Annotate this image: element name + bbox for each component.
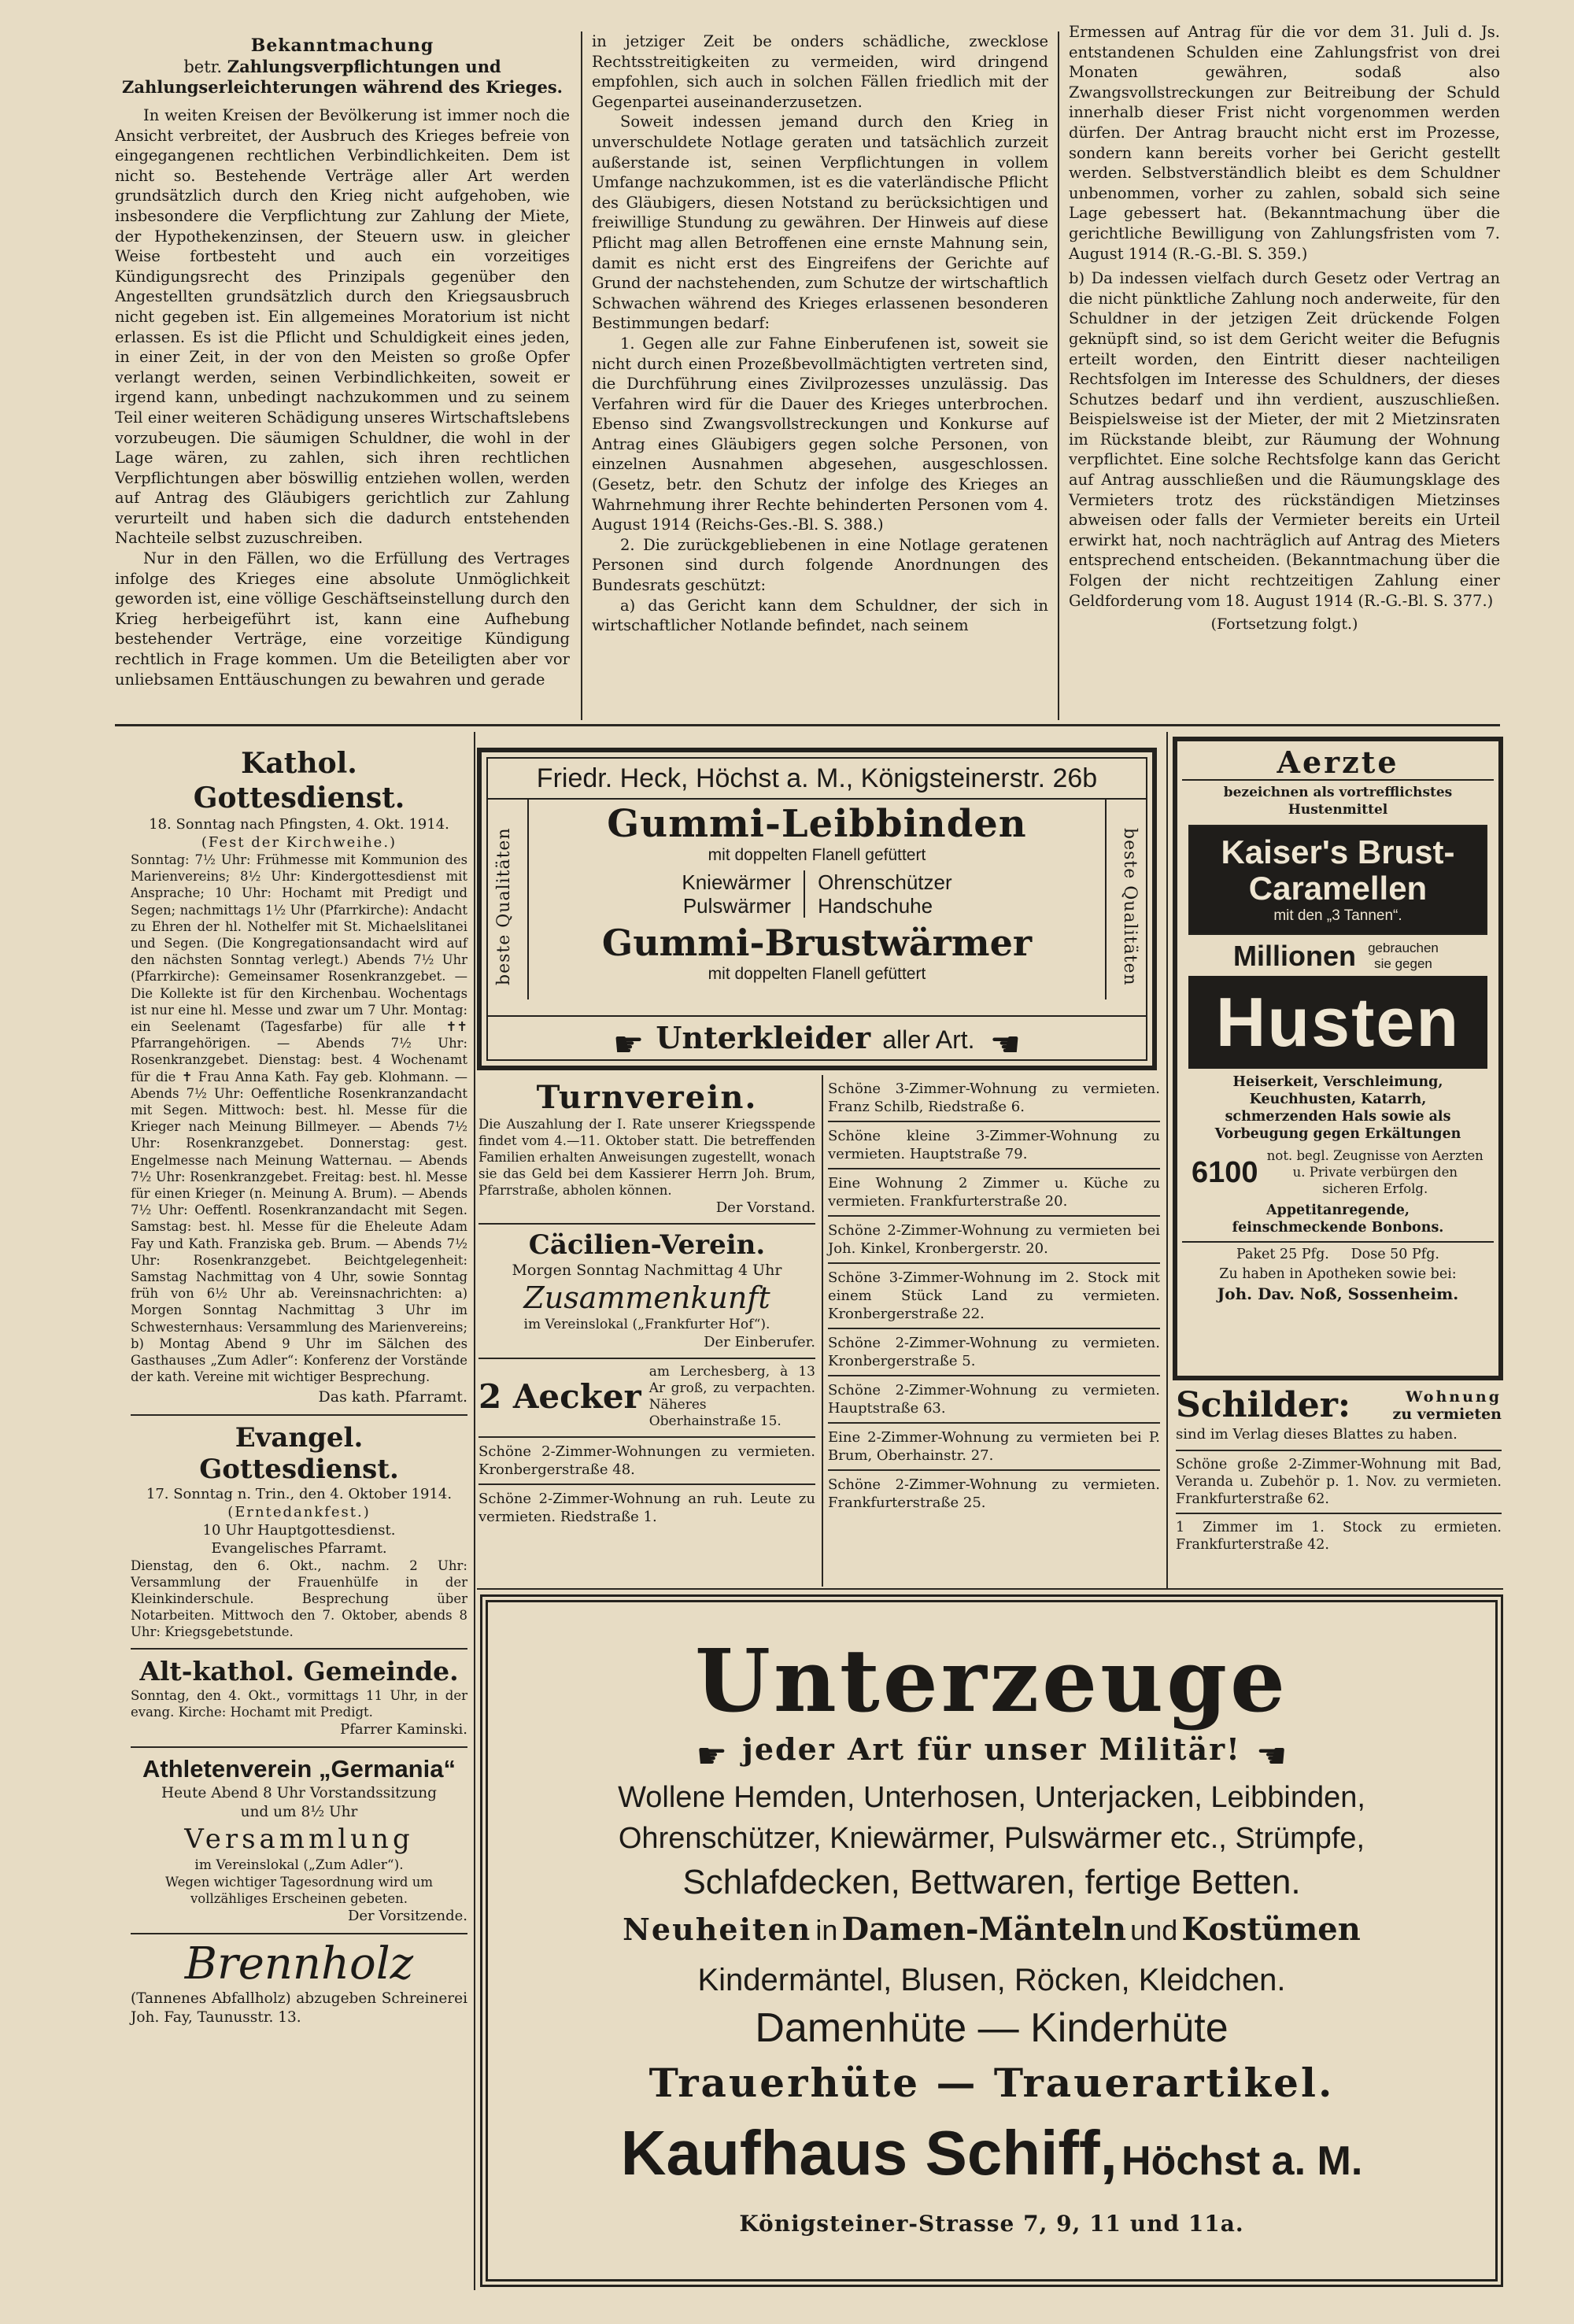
schiff-line5: Kindermäntel, Blusen, Röcken, Kleidchen. <box>697 1963 1286 1997</box>
section-divider <box>131 1933 467 1934</box>
notice-paragraph: Ermessen auf Antrag für die vor dem 31. Juli d. Js. entstandenen Schulden eine Zahlungsfrist von drei Monaten gewähren, sodaß also Zwangsvollstreckungen zur Beitreibung der Schuld innerhalb dieser Frist nicht vorgenommen werden dürfen. Der Antrag braucht nicht erst im Prozesse, sondern kann bereits vorher bei Gericht gestellt werden. Selbstverständlich bleibt es dem Schuldner unbenommen, vorher zu zahlen, sobald sich seine Lage gebessert hat. (Bekanntmachung über die gerichtliche Bewilligung von Zahlungsfristen vom 7. August 1914 (R.-G.-Bl. S. 359.) <box>1069 23 1500 263</box>
heck-title2: Gummi-Brustwärmer <box>601 922 1033 964</box>
notice-paragraph: b) Da indessen vielfach durch Gesetz oder Vertrag an die nicht pünktliche Zahlung noch anderweite, für den Schuldner in der jetzigen Zeit drückende Folgen geknüpft sind, so ist dem Gericht weiter die Befugnis erteilt worden, den Eintritt dieser nachteiligen Rechtsfolgen im Interesse des Schuldners, der dieses Schutzes bedarf und ihn verdient, auszuschließen. Beispielsweise ist der Mieter, der mit 2 Mietzinsraten im Rückstande bleibt, zur Räumung der Wohnung verpflichtet. Eine solche Rechtsfolge kann das Gericht auf Antrag ausschließen und die Räumungsklage des Vermieters trotz des rückständigen Mietzinses abweisen oder falls der Vermieter bereits ein Urteil erwirkt hat, noch nachträglich auf Antrag des Mieters entsprechend entscheiden. (Bekanntmachung über die Folgen der nicht rechtzeitigen Zahlung einer Geldforderung vom 18. August 1914 (R.-G.-Bl. S. 377.) <box>1069 269 1500 610</box>
schiff-line7: Trauerhüte — Trauerartikel. <box>648 2060 1335 2106</box>
schiff-firm-row <box>504 2115 1480 2208</box>
aecker-big: 2 Aecker <box>478 1377 641 1416</box>
section-divider <box>131 1648 467 1650</box>
right-lower <box>1176 1385 1502 1582</box>
athleten-big: Versammlung <box>184 1823 414 1855</box>
caec-line2: im Vereinslokal („Frankfurter Hof“). <box>523 1317 770 1332</box>
section-divider <box>1176 1450 1502 1451</box>
heck-item: Handschuhe <box>818 894 933 918</box>
aerzte-where: Zu haben in Apotheken sowie bei: <box>1219 1266 1457 1282</box>
small-ad: Eine Wohnung 2 Zimmer u. Küche zu vermieten. Frankfurterstraße 20. <box>828 1174 1160 1217</box>
kath-date: 18. Sonntag nach Pfingsten, 4. Okt. 1914. <box>149 816 449 833</box>
heck-ad-inner <box>486 757 1147 1065</box>
aerzte-title: Aerzte <box>1182 746 1494 781</box>
altkath-text: Sonntag, den 4. Okt., vormittags 11 Uhr, in der evang. Kirche: Hochamt mit Predigt. <box>131 1687 467 1720</box>
small-ad: Schöne 3-Zimmer-Wohnung zu vermieten. Franz Schilb, Riedstraße 6. <box>828 1080 1160 1122</box>
schiff-neu-row <box>504 1906 1480 1960</box>
aerzte-num-side: not. begl. Zeugnisse von Aerzten u. Private verbürgen den sicheren Erfolg. <box>1266 1148 1483 1196</box>
turn-section <box>478 1080 815 1217</box>
pointing-hand-icon: ☚ <box>989 1024 1022 1065</box>
pointing-hand-icon: ☛ <box>612 1024 645 1065</box>
kath-text: Sonntag: 7½ Uhr: Frühmesse mit Kommunion des Marienvereins; 8½ Uhr: Kindergottesdienst mit Ansprache; 10 Uhr: Hochamt mit Predigt und Segen; nachmittags 1½ Uhr (Pfarrkirche): Andacht zu Ehren der hl. Nothelfer mit St. Michaelslitanei und Segen. (Die Kongregationsandacht wird auf den nächsten Sonntag verlegt.) Abends 7½ Uhr (Pfarrkirche): Gemeinsamer Rosenkranzgebet. — Die Kollekte ist für den Kirchenbau. Wochentags ist nur eine hl. Messe und zwar um 7 Uhr. Montag: ein Seelenamt (Tagesfarbe) für alle ✝✝ Pfarrangehörigen. — Abends 7½ Uhr: Rosenkranzgebet. Dienstag: best. 4 Wochenamt für die ✝ Frau Anna Kath. Fay geb. Klohmann. — Abends 7½ Uhr: Oeffentliche Rosenkranzandacht mit Segen. Mittwoch: best. hl. Messe für die Krieger nach Meinung Billmeyer. — Abends 7½ Uhr: Rosenkranzgebet. Donnerstag: gest. Engelmesse nach Meinung Watternau. — Abends 7½ Uhr: Rosenkranzgebet. Freitag: best. hl. Messe für einen Krieger (n. Meinung A. Brum). — Abends 7½ Uhr: Oeffentl. Rosenkranzandacht mit Segen. Samstag: best. hl. Messe für die Eheleute Adam Fay und Kath. Franziska geb. Brum. — Abends 7½ Uhr: Rosenkranzgebet. Beichtgelegenheit: Samstag Nachmittag von 4 Uhr, sowie Sonntag früh von 6½ Uhr ab. Vereinsnachrichten: a) Morgen Sonntag Nachmittag 3 Uhr im Schwesternhaus: Versammlung des Marienvereins; b) Montag Abend 9 Uhr im Sälchen des Gasthauses „Zum Adler“: Konferenz der Vorstände der kath. Vereine mit wichtiger Besprechung. <box>131 852 467 1385</box>
evang-text: Dienstag, den 6. Okt., nachm. 2 Uhr: Versammlung der Frauenhülfe in der Kleinkinderschule. Besprechung über Notarbeiten. Mittwoch den 7. Oktober, abends 8 Uhr: Kriegsgebetstunde. <box>131 1557 467 1639</box>
caec-sign: Der Einberufer. <box>704 1334 815 1350</box>
aecker-section <box>478 1364 815 1430</box>
small-ad: Schöne große 2-Zimmer-Wohnung mit Bad, Veranda u. Zubehör p. 1. Nov. zu vermieten. Frankfurterstraße 62. <box>1176 1457 1502 1507</box>
notice-col3 <box>1069 22 1500 722</box>
caec-section <box>478 1229 815 1351</box>
heck-side-left: beste Qualitäten <box>494 827 514 986</box>
notice-paragraph: Nur in den Fällen, wo die Erfüllung des Vertrages infolge des Krieges eine absolute Unmöglichkeit geworden ist, eine völlige Geschäftseinstellung durch den Krieg herbeigeführt ist, kann eine Aufhebung bestehender Verträge, eine vorzeitige Kündigung rechtlich in Frage kommen. Um die Beteiligten aber vor unliebsamen Enttäuschungen zu bewahren und gerade <box>115 549 570 689</box>
column-divider <box>581 31 582 720</box>
aerzte-prices: Paket 25 Pfg. Dose 50 Pfg. <box>1182 1241 1494 1265</box>
small-ad: Schöne 2-Zimmer-Wohnung an ruh. Leute zu vermieten. Riedstraße 1. <box>478 1491 815 1525</box>
schilder-side1: Wohnung <box>1405 1388 1502 1406</box>
column-divider <box>1166 732 1168 1590</box>
section-divider <box>478 1436 815 1438</box>
schiff-line2: Ohrenschützer, Kniewärmer, Pulswärmer etc., Strümpfe, <box>618 1822 1365 1855</box>
left-column <box>131 746 467 2289</box>
schiff-title: Unterzeuge <box>695 1630 1288 1731</box>
athleten-title: Athletenverein „Germania“ <box>142 1754 456 1783</box>
heck-bottom-bold: Unterkleider <box>656 1020 871 1055</box>
heck-left-rule <box>527 800 529 999</box>
heck-side-right: beste Qualitäten <box>1120 827 1140 986</box>
caec-title: Cäcilien-Verein. <box>528 1229 766 1261</box>
small-ad: 1 Zimmer im 1. Stock zu ermieten. Frankfurterstraße 42. <box>1176 1520 1502 1553</box>
caec-line1: Morgen Sonntag Nachmittag 4 Uhr <box>512 1262 782 1279</box>
athleten-sign: Der Vorsitzende. <box>347 1907 467 1924</box>
heck-item: Kniewärmer <box>682 870 792 894</box>
mid-right-column <box>828 1080 1160 1591</box>
schiff-sub: jeder Art für unser Militär! <box>742 1731 1241 1767</box>
schiff-place: Höchst a. M. <box>1121 2138 1363 2184</box>
aerzte-millions: Millionen <box>1233 940 1356 972</box>
schiff-kost: Kostümen <box>1181 1911 1361 1948</box>
aerzte-brand1: Kaiser's Brust- <box>1221 833 1455 870</box>
brennholz-text: (Tannenes Abfallholz) abzugeben Schreinerei Joh. Fay, Taunusstr. 13. <box>131 1990 467 2026</box>
notice-subject <box>115 57 570 98</box>
schiff-neu: Neuheiten <box>623 1912 812 1947</box>
evang-office: Evangelisches Pfarramt. <box>211 1539 387 1557</box>
mid-left-column <box>478 1080 815 1591</box>
heck-bottom-rest: aller Art. <box>882 1025 975 1054</box>
notice-paragraph: In weiten Kreisen der Bevölkerung ist immer noch die Ansicht verbreitet, der Ausbruch des Krieges befreie von eingegangenen rechtlichen Verbindlichkeiten. Dem ist nicht so. Bestehende Verträge aller Art werden grundsätzlich durch den Krieg nicht aufgehoben, wie insbesondere die Verpflichtung zur Zahlung der Miete, der Hypothekenzinsen, der Steuern usw. in gleicher Weise fortbesteht und auch ein vorzeitiges Kündigungsrecht des Prinzipals gegenüber den Angestellten grundsätzlich durch den Kriegsausbruch nicht gegeben ist. Ein allgemeines Moratorium ist nicht erlassen. Es ist die Pflicht und Schuldigkeit eines jeden, in einer Zeit, in der von den Meisten so große Opfer verlangt werden, seinen Verbindlichkeiten, soweit er irgend kann, unbedingt nachzukommen und zu seinem Teil einer weiteren Schädigung unseres Wirtschaftslebens vorzubeugen. Die säumigen Schuldner, die wohl in der Lage wären, zu zahlen, sich ihren rechtlichen Verpflichtungen aber böswillig entziehen wollen, werden auf Antrag des Gläubigers gerichtlich zur Zahlung verurteilt und haben sich die dadurch entstehenden Nachteile selbst zuzuschreiben. <box>115 106 570 548</box>
evang-feast: (Erntedankfest.) <box>227 1503 371 1520</box>
turn-title: Turnverein. <box>536 1079 758 1116</box>
small-ad: Schöne kleine 3-Zimmer-Wohnung zu vermieten. Hauptstraße 79. <box>828 1127 1160 1169</box>
brennholz-section <box>131 1939 467 2027</box>
schiff-sub-row <box>504 1728 1480 1777</box>
column-divider <box>1058 31 1059 720</box>
schiff-firm: Kaufhaus Schiff, <box>620 2118 1118 2188</box>
notice-continued: (Fortsetzung folgt.) <box>1210 615 1358 634</box>
section-divider <box>131 1414 467 1416</box>
kath-section <box>131 746 467 1406</box>
heck-header: Friedr. Heck, Höchst a. M., Königsteinerstr. 26b <box>488 759 1146 800</box>
aerzte-brand3: mit den „3 Tannen“. <box>1273 907 1402 924</box>
brennholz-title: Brennholz <box>184 1938 414 1990</box>
athleten-line4: Wegen wichtiger Tagesordnung wird um vollzähliges Erscheinen gebeten. <box>164 1874 433 1906</box>
small-ad: Schöne 2-Zimmer-Wohnung zu vermieten. Kronbergerstraße 5. <box>828 1334 1160 1376</box>
athleten-section <box>131 1754 467 1925</box>
athleten-line3: im Vereinslokal („Zum Adler“). <box>194 1857 404 1873</box>
column-divider <box>822 1075 823 1587</box>
schiff-line3: Schlafdecken, Bettwaren, fertige Betten. <box>682 1863 1301 1901</box>
aerzte-symptoms: Heiserkeit, Verschleimung, Keuchhusten, Katarrh, schmerzenden Hals sowie als Vorbeugung gegen Erkältungen <box>1214 1074 1461 1142</box>
schilder-big: Schilder: <box>1176 1385 1351 1425</box>
schiff-und: und <box>1130 1914 1178 1946</box>
aerzte-millions-row <box>1188 940 1487 973</box>
aerzte-husten: Husten <box>1188 976 1487 1069</box>
notice-subject-text: Zahlungsverpflichtungen und Zahlungserleichterungen während des Krieges. <box>122 57 563 97</box>
aerzte-num-row <box>1192 1147 1484 1197</box>
notice-col1 <box>115 35 570 719</box>
notice-paragraph: Soweit indessen jemand durch den Krieg in unverschuldete Notlage geraten und tatsächlich zurzeit außerstande ist, seinen Verpflichtungen in vollem Umfange nachzukommen, ist es die vaterländische Pflicht des Gläubigers, diesen Notstand zu berücksichtigen und freiwillige Stundung zu gewähren. Der Hinweis auf diese Pflicht mag allen Betroffenen eine ernste Mahnung sein, damit es nicht erst des Eingreifens der Gerichte auf Grund der nachstehenden, zum Schutze der wirtschaftlich Schwachen während des Krieges erlassenen besonderen Bestimmungen bedarf: <box>592 113 1048 333</box>
small-ad: Schöne 2-Zimmer-Wohnungen zu vermieten. Kronbergerstraße 48. <box>478 1443 815 1478</box>
small-ad: Schöne 3-Zimmer-Wohnung im 2. Stock mit einem Stück Land zu vermieten. Kronbergerstraße 22. <box>828 1269 1160 1329</box>
notice-paragraph: in jetziger Zeit be onders schädliche, zwecklose Rechtsstreitigkeiten zu vermeiden, wird dringend empfohlen, sich auch in solchen Fällen friedlich mit der Gegenpartei auseinanderzusetzen. <box>592 32 1048 111</box>
heck-item: Ohrenschützer <box>818 870 952 894</box>
section-divider <box>115 724 1500 726</box>
heck-item: Pulswärmer <box>682 894 792 918</box>
athleten-line1: Heute Abend 8 Uhr Vorstandssitzung <box>161 1784 438 1801</box>
small-ad: Schöne 2-Zimmer-Wohnung zu vermieten bei Joh. Kinkel, Kronbergerstr. 20. <box>828 1221 1160 1264</box>
schiff-addr: Königsteiner-Strasse 7, 9, 11 und 11a. <box>739 2211 1244 2237</box>
kath-sign: Das kath. Pfarramt. <box>318 1387 467 1406</box>
pointing-hand-icon: ☚ <box>1255 1735 1288 1776</box>
section-divider <box>131 1746 467 1748</box>
kath-title: Kathol. Gottesdienst. <box>193 747 405 815</box>
small-ad: Eine 2-Zimmer-Wohnung zu vermieten bei P. Brum, Oberhainstr. 27. <box>828 1428 1160 1471</box>
aerzte-sub: bezeichnen als vortrefflichstes Hustenmittel <box>1223 785 1453 818</box>
athleten-line2: und um 8½ Uhr <box>240 1803 358 1820</box>
schilder-row <box>1176 1385 1502 1426</box>
notice-col2 <box>592 31 1048 720</box>
heck-sub2: mit doppelten Flanell gefüttert <box>708 965 926 983</box>
heck-title1: Gummi-Leibbinden <box>607 802 1027 846</box>
notice-paragraph: a) das Gericht kann dem Schuldner, der sich in wirtschaftlicher Notlande befindet, nach seinem <box>592 596 1048 635</box>
altkath-title: Alt-kathol. Gemeinde. <box>139 1655 459 1687</box>
section-divider <box>1176 1513 1502 1514</box>
notice-title: Bekanntmachung <box>250 35 434 56</box>
schilder-side2: zu vermieten <box>1392 1406 1502 1423</box>
altkath-sign: Pfarrer Kaminski. <box>340 1720 467 1738</box>
aerzte-brand-box <box>1188 825 1487 935</box>
heck-bottom <box>488 1015 1146 1065</box>
evang-date: 17. Sonntag n. Trin., den 4. Oktober 1914. <box>146 1485 453 1502</box>
schiff-in: in <box>815 1914 838 1946</box>
schilder-text: sind im Verlag dieses Blattes zu haben. <box>1176 1426 1458 1443</box>
heck-items-left <box>682 870 805 918</box>
schiff-damen: Damen-Mänteln <box>841 1911 1127 1948</box>
aerzte-num: 6100 <box>1192 1155 1258 1189</box>
heck-ad <box>477 748 1157 1070</box>
section-divider <box>478 1483 815 1485</box>
notice-subject-prefix: betr. <box>183 57 223 76</box>
notice-paragraph: 2. Die zurückgebliebenen in eine Notlage geratenen Personen sind durch folgende Anordnungen des Bundesrats geschützt: <box>592 535 1048 595</box>
aecker-text: am Lerchesberg, à 13 Ar groß, zu verpachten. Näheres Oberhainstraße 15. <box>648 1364 815 1429</box>
schiff-line1: Wollene Hemden, Unterhosen, Unterjacken, Leibbinden, <box>618 1781 1365 1814</box>
evang-title: Evangel. Gottesdienst. <box>199 1421 399 1485</box>
caec-big: Zusammenkunft <box>523 1280 770 1315</box>
section-divider <box>478 1223 815 1225</box>
notice-paragraph: 1. Gegen alle zur Fahne Einberufenen ist, soweit sie nicht durch einen Prozeßbevollmächtigten vertreten sind, die Durchführung eines Zivilprozesses unzulässig. Das Verfahren wird für die Dauer des Krieges unterbrochen. Ebenso sind Zwangsvollstreckungen und Konkurse auf Antrag eines Gläubigers gegen solche Personen, von einzelnen Ausnahmen abgesehen, ausgeschlossen. (Gesetz, betr. den Schutz der infolge des Krieges an Wahrnehmung ihrer Rechte behinderten Personen vom 4. August 1914 (Reichs-Ges.-Bl. S. 388.) <box>592 334 1048 534</box>
small-ad: Schöne 2-Zimmer-Wohnung zu vermieten. Hauptstraße 63. <box>828 1381 1160 1424</box>
aerzte-ad <box>1173 737 1503 1380</box>
evang-section <box>131 1422 467 1640</box>
turn-text: Die Auszahlung der I. Rate unserer Kriegsspende findet vom 4.—11. Oktober statt. Die betreffenden Familien erhalten Anweisungen zugestellt, wonach sie das Geld bei dem Kassierer Herrn Joh. Brum, Pfarrstraße, abholen können. <box>478 1117 815 1198</box>
evang-time: 10 Uhr Hauptgottesdienst. <box>202 1521 396 1539</box>
small-ad: Schöne 2-Zimmer-Wohnung zu vermieten. Frankfurterstraße 25. <box>828 1476 1160 1511</box>
heck-center <box>530 803 1103 984</box>
column-divider <box>474 732 475 2290</box>
heck-items <box>530 870 1103 918</box>
heck-sub1: mit doppelten Flanell gefüttert <box>708 846 926 864</box>
turn-sign: Der Vorstand. <box>715 1199 815 1216</box>
altkath-section <box>131 1656 467 1738</box>
schiff-ad <box>480 1594 1503 2287</box>
heck-right-rule <box>1105 800 1107 999</box>
aerzte-millions-side: gebrauchen sie gegen <box>1368 940 1439 971</box>
schilder-side <box>1357 1388 1502 1423</box>
aerzte-brand2: Caramellen <box>1248 870 1428 907</box>
aerzte-seller: Joh. Dav. Noß, Sossenheim. <box>1217 1284 1459 1303</box>
section-divider <box>477 1588 1503 1590</box>
section-divider <box>478 1358 815 1359</box>
kath-feast: (Fest der Kirchweihe.) <box>201 834 397 851</box>
pointing-hand-icon: ☛ <box>696 1735 728 1776</box>
aerzte-appetit: Appetitanregende, feinschmeckende Bonbons. <box>1232 1203 1444 1236</box>
schiff-line6: Damenhüte — Kinderhüte <box>755 2005 1229 2051</box>
heck-items-right <box>805 870 952 918</box>
